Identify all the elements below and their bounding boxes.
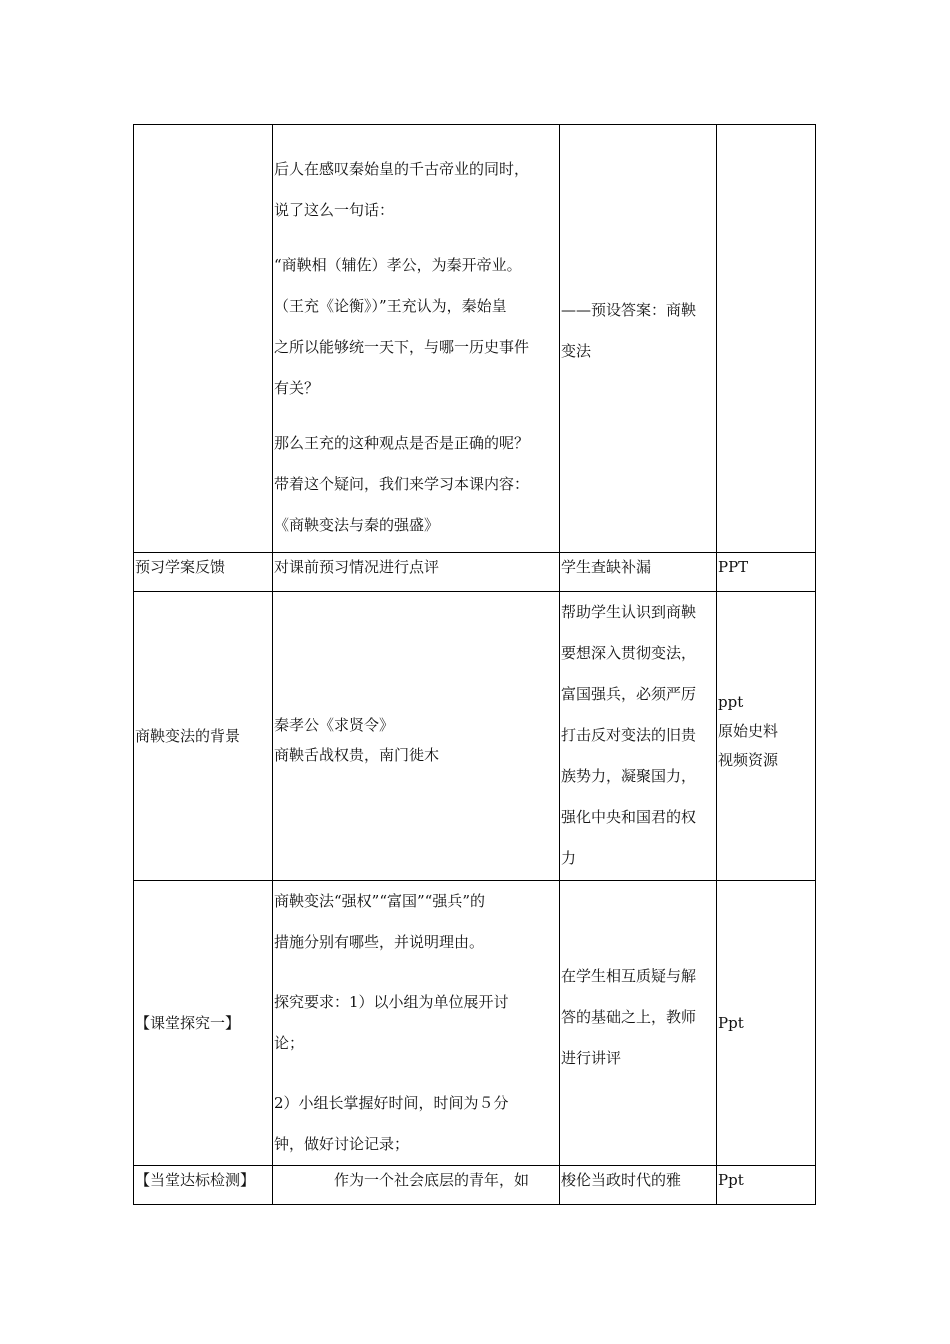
text-line: 要想深入贯彻变法， <box>561 644 697 662</box>
text-line: 钟，做好讨论记录； <box>274 1135 410 1153</box>
text-line: 商鞅变法“强权”“富国”“强兵”的 <box>274 892 486 910</box>
text-line: 帮助学生认识到商鞅 <box>561 603 697 621</box>
cell-student-activity <box>560 592 717 881</box>
text-line: 措施分别有哪些，并说明理由。 <box>274 933 485 951</box>
text-line: （王充《论衡》）”王充认为，秦始皇 <box>274 297 507 315</box>
table-row <box>134 881 816 1166</box>
text-line: 变法 <box>561 341 592 360</box>
cell-resources: Ppt <box>717 1166 816 1205</box>
cell-resources <box>717 125 816 553</box>
text-line: ——预设答案：商鞅 <box>561 300 697 319</box>
text-line: 在学生相互质疑与解 <box>561 966 697 985</box>
text-line: 秦孝公《求贤令》 <box>274 716 395 734</box>
lesson-plan-table <box>133 124 816 1205</box>
table-row <box>134 553 816 592</box>
text-line: 之所以能够统一天下，与哪一历史事件 <box>274 338 530 356</box>
cell-resources <box>717 881 816 1166</box>
text-line: 强化中央和国君的权 <box>561 808 697 826</box>
cell-stage <box>134 881 273 1166</box>
text-line: 有关？ <box>274 379 320 397</box>
cell-resources: PPT <box>717 553 816 592</box>
text-line: 2）小组长掌握好时间，时间为５分 <box>274 1094 509 1112</box>
cell-student-activity <box>560 881 717 1166</box>
cell-teacher-activity <box>273 592 560 881</box>
cell-teacher-activity: 对课前预习情况进行点评 <box>273 553 560 592</box>
table-row <box>134 592 816 881</box>
cell-stage: 预习学案反馈 <box>134 553 273 592</box>
cell-stage <box>134 592 273 881</box>
text-line: 那么王充的这种观点是否是正确的呢？ <box>274 434 530 452</box>
text-line: 进行讲评 <box>561 1048 622 1067</box>
text-line: “商鞅相（辅佐）孝公，为秦开帝业。 <box>274 256 522 274</box>
text-line: 原始史料 <box>718 721 779 740</box>
table-row <box>134 1166 816 1205</box>
cell-teacher-activity: 作为一个社会底层的青年，如 <box>273 1166 560 1205</box>
text-line: 说了这么一句话： <box>274 201 395 219</box>
text-line: 打击反对变法的旧贵 <box>561 726 697 744</box>
cell-student-activity: 梭伦当政时代的雅 <box>560 1166 717 1205</box>
text-line: 答的基础之上，教师 <box>561 1007 697 1026</box>
text-line: 论； <box>274 1034 305 1052</box>
text-line: 探究要求：1）以小组为单位展开讨 <box>274 993 509 1011</box>
table-row <box>134 125 816 553</box>
text-line: 后人在感叹秦始皇的千古帝业的同时， <box>274 160 530 178</box>
cell-student-activity <box>560 125 717 553</box>
cell-stage <box>134 125 273 553</box>
text-line: 族势力，凝聚国力， <box>561 767 697 785</box>
cell-student-activity: 学生查缺补漏 <box>560 553 717 592</box>
cell-teacher-activity <box>273 881 560 1166</box>
text-line: 《商鞅变法与秦的强盛》 <box>274 516 440 534</box>
text-line: 商鞅变法的背景 <box>135 726 241 745</box>
text-line: 【课堂探究一】 <box>135 1013 241 1032</box>
text-line: 商鞅舌战权贵，南门徙木 <box>274 746 440 764</box>
text-line: 视频资源 <box>718 750 779 769</box>
text-line: 富国强兵，必须严厉 <box>561 685 697 703</box>
text-line: ppt <box>718 692 744 711</box>
cell-teacher-activity <box>273 125 560 553</box>
text-line: 带着这个疑问，我们来学习本课内容： <box>274 475 530 493</box>
text-line: Ppt <box>718 1013 744 1032</box>
cell-stage: 【当堂达标检测】 <box>134 1166 273 1205</box>
cell-resources <box>717 592 816 881</box>
text-line: 力 <box>561 849 577 867</box>
